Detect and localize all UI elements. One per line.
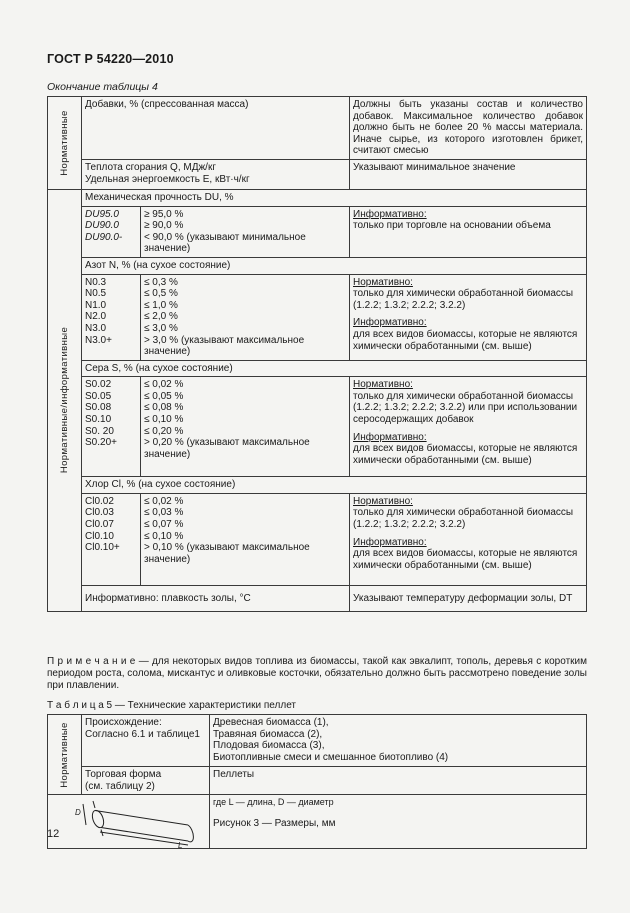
value: > 3,0 % (указывают максимальное значение) [144, 334, 305, 358]
form-value: Пеллеты [210, 767, 587, 795]
normative-label-cell [48, 715, 82, 795]
normative-label: Нормативные [58, 721, 70, 788]
fig-label-d: D [75, 808, 81, 818]
chlorine-title: Хлор Cl, % (на сухое состояние) [82, 477, 587, 494]
note-text: для всех видов биомассы, которые не являются химически обработанными (см. выше) [353, 328, 578, 352]
heat-param-line2: Удельная энергоемкость E, кВт·ч/кг [85, 173, 250, 185]
ash-param: Информативно: плавкость золы, °C [82, 585, 350, 611]
value: ≤ 0,10 % [144, 414, 184, 426]
note-title: Нормативно: [353, 276, 413, 288]
pellet-drawing [48, 795, 208, 849]
origin-value: Плодовая биомасса (3), [213, 740, 325, 752]
mixed-label-cell [48, 189, 82, 611]
nitrogen-notes [350, 274, 587, 360]
code: Cl0.03 [85, 507, 114, 519]
origin-line2: Согласно 6.1 и таблице1 [85, 728, 200, 740]
table-4 [47, 96, 587, 612]
value: ≤ 0,07 % [144, 519, 184, 531]
value: ≤ 0,10 % [144, 530, 184, 542]
heat-param-line1: Теплота сгорания Q, МДж/кг [85, 161, 216, 173]
note-text: только при торговле на основании объема [353, 220, 551, 232]
code: S0.05 [85, 390, 112, 402]
value: ≤ 0,20 % [144, 425, 184, 437]
value: > 0,10 % (указывают максимальное значение) [144, 542, 310, 565]
form-line2: (см. таблицу 2) [85, 780, 155, 792]
page-number: 12 [47, 828, 60, 840]
sulfur-values [141, 377, 350, 477]
code: S0.20+ [85, 437, 117, 449]
code: DU95.0 [85, 208, 119, 220]
additives-param: Добавки, % (спрессованная масса) [82, 97, 350, 160]
sulfur-codes [82, 377, 141, 477]
chlorine-codes [82, 493, 141, 585]
code: DU90.0- [85, 231, 123, 243]
table4-caption: Окончание таблицы 4 [47, 81, 158, 93]
value: ≤ 3,0 % [144, 322, 178, 334]
figure-caption: Рисунок 3 — Размеры, мм [213, 817, 336, 829]
note-title: Нормативно: [353, 495, 413, 507]
figure-legend: где L — длина, D — диаметр [213, 797, 334, 808]
sulfur-notes [350, 377, 587, 477]
normative-label: Нормативные [58, 110, 70, 176]
note-text: только для химически обработанной биомассы (1.2.2; 1.3.2; 2.2.2; 3.2.2) или при использовании серосодержащих добавок [353, 390, 578, 426]
value: ≤ 0,5 % [144, 288, 178, 300]
heat-param [82, 159, 350, 189]
nitrogen-values [141, 274, 350, 360]
sulfur-title: Сера S, % (на сухое состояние) [82, 360, 587, 377]
origin-value: Древесная биомасса (1), [213, 717, 329, 728]
mech-title: Механическая прочность DU, % [82, 189, 587, 206]
note-text: для всех видов биомассы, которые не являются химически обработанными (см. выше) [353, 443, 578, 466]
code: Cl0.02 [85, 495, 114, 507]
nitrogen-codes [82, 274, 141, 360]
note-text: только для химически обработанной биомассы (1.2.2; 1.3.2; 2.2.2; 3.2.2) [353, 507, 574, 531]
origin-param [82, 715, 210, 767]
normative-label-cell [48, 97, 82, 190]
additives-desc: Должны быть указаны состав и количество добавок. Максимальное количество добавок должно быть не более 20 % массы материала. Иначе сырье, из которого изготовлен брикет, считают смесью [350, 97, 587, 160]
value: ≤ 0,3 % [144, 276, 178, 288]
code: S0. 20 [85, 425, 114, 437]
code: Cl0.07 [85, 519, 114, 531]
note-title: Информативно: [353, 536, 427, 548]
origin-value: Биотопливные смеси и смешанное биотопливо (4) [213, 751, 449, 763]
chlorine-values [141, 493, 350, 585]
form-param [82, 767, 210, 795]
mech-values [141, 206, 350, 257]
code: S0.10 [85, 414, 112, 426]
value: < 90,0 % (указывают минимальное значение) [144, 231, 306, 255]
code: N3.0+ [85, 334, 112, 346]
code: N3.0 [85, 322, 107, 334]
table-5 [47, 714, 587, 849]
code: N1.0 [85, 299, 107, 311]
chlorine-notes [350, 493, 587, 585]
note-text: только для химически обработанной биомассы (1.2.2; 1.3.2; 2.2.2; 3.2.2) [353, 288, 574, 311]
ash-desc: Указывают температуру деформации золы, DT [350, 585, 587, 611]
fig-label-l: L [178, 841, 183, 850]
note-title: Информативно: [353, 431, 427, 443]
value: ≤ 1,0 % [144, 299, 178, 311]
figure-text-cell [210, 795, 587, 849]
value: ≤ 2,0 % [144, 311, 178, 323]
code: N0.5 [85, 288, 107, 300]
value: ≥ 95,0 % [144, 208, 184, 220]
code: DU90.0 [85, 220, 119, 232]
note-title: Нормативно: [353, 379, 413, 391]
code: Cl0.10 [85, 530, 114, 542]
origin-values [210, 715, 587, 767]
origin-value: Травяная биомасса (2), [213, 728, 323, 740]
value: ≤ 0,02 % [144, 495, 184, 507]
value: ≥ 90,0 % [144, 220, 184, 232]
value: ≤ 0,05 % [144, 390, 184, 402]
note-title: Информативно: [353, 317, 427, 329]
form-line1: Торговая форма [85, 769, 162, 780]
value: ≤ 0,02 % [144, 379, 184, 391]
heat-desc: Указывают минимальное значение [350, 159, 587, 189]
code: N2.0 [85, 311, 107, 323]
pellet-figure-cell [48, 795, 210, 849]
mech-note [350, 206, 587, 257]
value: > 0,20 % (указывают максимальное значение) [144, 437, 310, 460]
origin-line1: Происхождение: [85, 717, 162, 728]
note-title: Информативно: [353, 208, 427, 220]
value: ≤ 0,08 % [144, 402, 184, 414]
nitrogen-title: Азот N, % (на сухое состояние) [82, 257, 587, 274]
code: N0.3 [85, 276, 107, 288]
code: S0.02 [85, 379, 112, 391]
mixed-label: Нормативные/информативные [58, 327, 70, 474]
code: Cl0.10+ [85, 542, 120, 554]
code: S0.08 [85, 402, 112, 414]
table-note: П р и м е ч а н и е — для некоторых видов топлива из биомассы, такой как эвкалипт, тополь, деревья с коротким периодом роста, солома, мискантус и оливковые косточки, обязательно должно быть рассмотрено поведение золы при плавлении. [47, 656, 587, 691]
table5-caption: Т а б л и ц а 5 — Технические характеристики пеллет [47, 700, 297, 711]
value: ≤ 0,03 % [144, 507, 184, 519]
mech-codes [82, 206, 141, 257]
document-header: ГОСТ Р 54220—2010 [47, 52, 174, 66]
note-text: для всех видов биомассы, которые не являются химически обработанными (см. выше) [353, 548, 578, 571]
